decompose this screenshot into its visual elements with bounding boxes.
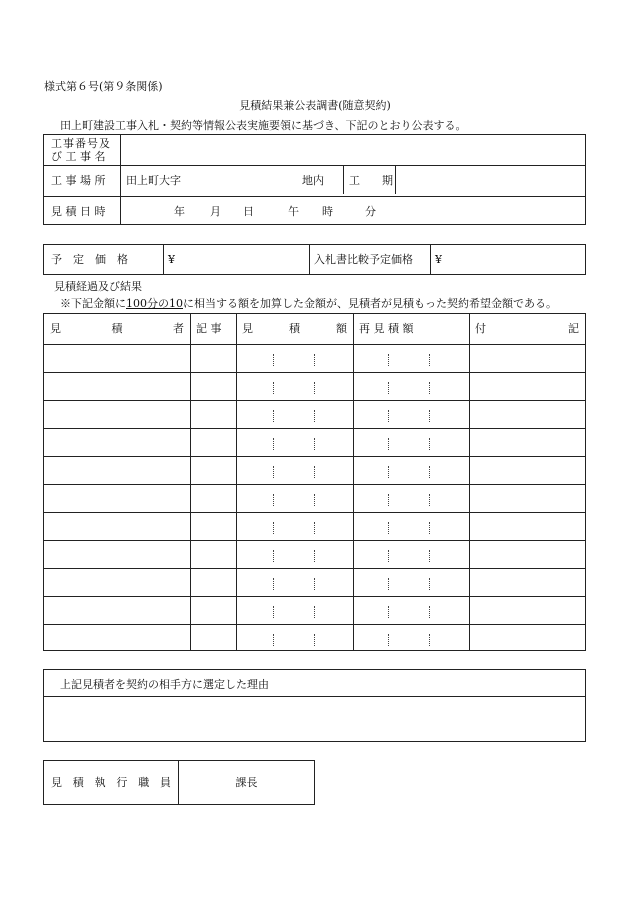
results-note-fraction: 100分の10 [126, 297, 183, 310]
digit-separator [388, 382, 389, 394]
chinai-label: 地内 [302, 174, 324, 187]
project-number-label-1: 工事番号及 [51, 137, 111, 150]
digit-separator [429, 354, 430, 366]
digit-separator [429, 466, 430, 478]
digit-separator [388, 410, 389, 422]
period-label: 工 期 [349, 174, 393, 187]
reason-label: 上記見積者を契約の相手方に選定した理由 [60, 678, 269, 691]
table-row [44, 596, 585, 597]
datetime-day: 日 [243, 205, 254, 218]
digit-separator [429, 634, 430, 646]
comparison-price-label: 入札書比較予定価格 [314, 253, 413, 266]
digit-separator [314, 578, 315, 590]
digit-separator [273, 410, 274, 422]
digit-separator [273, 634, 274, 646]
comparison-price-yen[interactable]: ¥ [435, 253, 442, 266]
table-row [44, 372, 585, 373]
digit-separator [388, 606, 389, 618]
col-estimator-header: 見 積 者 [50, 322, 184, 335]
results-note [60, 297, 557, 311]
digit-separator [388, 634, 389, 646]
datetime-ampm: 午 [288, 205, 299, 218]
digit-separator [273, 578, 274, 590]
form-title: 見積結果兼公表調書(随意契約) [239, 99, 391, 112]
digit-separator [388, 494, 389, 506]
digit-separator [388, 354, 389, 366]
project-name-field[interactable] [121, 135, 586, 165]
digit-separator [429, 382, 430, 394]
digit-separator [388, 438, 389, 450]
period-field[interactable] [396, 166, 586, 196]
datetime-month: 月 [210, 205, 221, 218]
digit-separator [273, 382, 274, 394]
digit-separator [388, 522, 389, 534]
table-row [44, 344, 585, 345]
digit-separator [314, 466, 315, 478]
officer-table [43, 760, 315, 805]
table-row [44, 428, 585, 429]
datetime-year: 年 [174, 205, 185, 218]
table-row [44, 624, 585, 625]
digit-separator [314, 606, 315, 618]
digit-separator [429, 494, 430, 506]
planned-price-yen[interactable]: ¥ [168, 253, 175, 266]
planned-price-label: 予 定 価 格 [51, 253, 128, 266]
digit-separator [429, 438, 430, 450]
reason-field[interactable] [44, 697, 585, 741]
digit-separator [273, 550, 274, 562]
results-table [43, 313, 586, 651]
col-reamount-header: 再 見 積 額 [359, 322, 414, 335]
price-table [43, 244, 586, 275]
digit-separator [273, 606, 274, 618]
reason-table [43, 669, 586, 742]
digit-separator [314, 354, 315, 366]
digit-separator [314, 410, 315, 422]
form-number: 様式第６号(第９条関係) [44, 80, 163, 93]
digit-separator [273, 354, 274, 366]
digit-separator [314, 522, 315, 534]
table-row [44, 400, 585, 401]
table-row [44, 456, 585, 457]
officer-value[interactable]: 課長 [235, 776, 258, 789]
location-label: 工 事 場 所 [51, 174, 106, 187]
digit-separator [314, 494, 315, 506]
digit-separator [388, 466, 389, 478]
table-row [44, 540, 585, 541]
project-table [43, 134, 586, 225]
table-row [44, 484, 585, 485]
project-number-label-2: び 工 事 名 [51, 150, 106, 163]
results-heading: 見積経過及び結果 [54, 280, 142, 293]
datetime-label: 見 積 日 時 [51, 205, 106, 218]
results-note-post: に相当する額を加算した金額が、見積者が見積もった契約希望金額である。 [183, 297, 557, 310]
digit-separator [314, 550, 315, 562]
digit-separator [429, 606, 430, 618]
digit-separator [429, 578, 430, 590]
digit-separator [314, 438, 315, 450]
digit-separator [314, 634, 315, 646]
table-row [44, 512, 585, 513]
digit-separator [314, 382, 315, 394]
datetime-minute: 分 [365, 205, 376, 218]
digit-separator [429, 522, 430, 534]
col-amount-header: 見 積 額 [242, 322, 347, 335]
results-note-pre: ※下記金額に [60, 297, 126, 310]
digit-separator [388, 578, 389, 590]
table-row [44, 568, 585, 569]
officer-label: 見 積 執 行 職 員 [51, 776, 171, 789]
digit-separator [273, 494, 274, 506]
digit-separator [273, 522, 274, 534]
col-note-header: 付 記 [475, 322, 579, 335]
digit-separator [388, 550, 389, 562]
digit-separator [429, 410, 430, 422]
digit-separator [273, 466, 274, 478]
col-kiji-header: 記 事 [196, 322, 222, 335]
digit-separator [429, 550, 430, 562]
datetime-hour: 時 [322, 205, 333, 218]
form-intro: 田上町建設工事入札・契約等情報公表実施要領に基づき、下記のとおり公表する。 [60, 119, 467, 132]
location-value[interactable]: 田上町大字 [126, 174, 181, 187]
digit-separator [273, 438, 274, 450]
